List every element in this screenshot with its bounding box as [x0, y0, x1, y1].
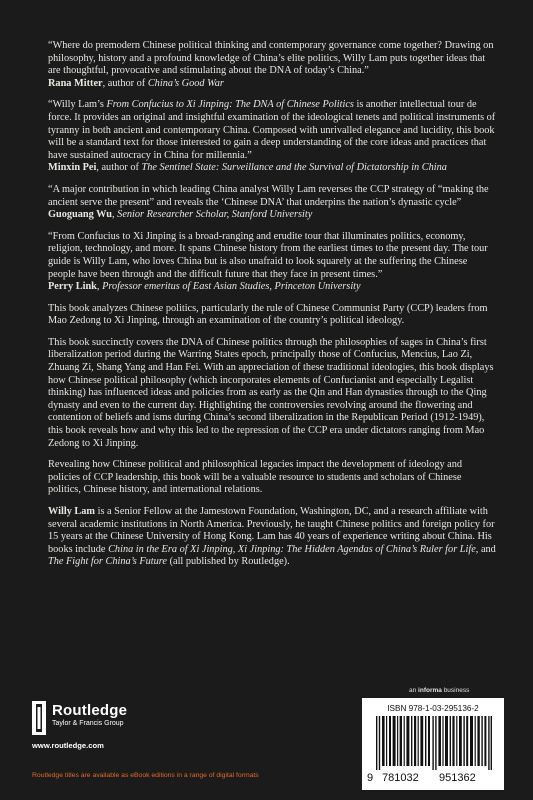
description-paragraph: This book succinctly covers the DNA of Chinese politics through the philosophies of sages in China’s first liberalization period during the Warring States epoch, principally those of Confucius, Mencius, Lao Zi, Zhuang Zi, Shang Yang and Han Fei. With an appreciation of these traditional ideologies, this book displays how Chinese political philosophy (which incorporates elements of Confucianist and especially Legalist thinking) has influenced ideas and policies from as early as the Qin and Han dynasties through to the Qing dynasty and even to the current day. Highlighting the controversies revolving around the flowering and contention of beliefs and isms during China’s second liberalization in the Republican Period (1912-1949), this book reveals how and why this led to the repression of the CCP era under dictators ranging from Mao Zedong to Xi Jinping. — [48, 336, 494, 449]
endorsement-attribution — [48, 209, 496, 222]
endorser-name: Rana Mitter — [48, 77, 103, 89]
publisher-website: www.routledge.com — [32, 741, 104, 750]
informa-brand: informa — [418, 687, 442, 694]
endorsement-text-rest: is another intellectual tour de force. It provides an original and insightful examination of the ideological tenets and political instruments of tyranny in both ancient and contemporary China. Composed with unrivalled elegance and lucidity, this book will be a standard text for those interested to gain a deep understanding of the core ideas and practices that have sustained autocracy in China for millennia.” — [48, 99, 496, 161]
author-bio — [48, 506, 496, 569]
endorser-role: China’s Good War — [147, 77, 224, 89]
attribution-connector: , — [112, 209, 118, 221]
ebook-note: Routledge titles are available as eBook editions in a range of digital formats — [32, 772, 259, 779]
endorser-name: Guoguang Wu — [48, 209, 113, 221]
book-title: China in the Era of Xi Jinping — [108, 543, 233, 555]
endorsement-text — [48, 99, 496, 162]
endorsement-text: “Where do premodern Chinese political thinking and contemporary governance come together? Drawing on philosophy, history and a profound knowledge of China’s elite politics, Willy Lam puts together ideas that are thoughtful, provocative and stimulating about the DNA of today’s China.” — [48, 40, 494, 77]
endorsement-attribution — [48, 78, 496, 91]
endorsement-text: “A major contribution in which leading China analyst Willy Lam reverses the CCP strategy of “making the ancient serve the present” and reveals the ‘Chinese DNA’ that underpins the nation’s dynastic cycle” — [48, 183, 489, 208]
author-bio-text: is a Senior Fellow at the Jamestown Foundation, Washington, DC, and a research affiliate with several academic institutions in North America. Previously, he taught Chinese politics and foreign policy for 15 years at the Chinese University of Hong Kong. Lam has 40 years of experience writing about China. His books include — [48, 506, 495, 555]
endorsement-text-start: “Willy Lam’s — [48, 99, 107, 111]
isbn-barcode — [362, 698, 504, 790]
attribution-connector: , author of — [102, 77, 148, 89]
isbn-label: ISBN 978-1-03-295136-2 — [387, 704, 479, 713]
author-name: Willy Lam — [48, 506, 96, 517]
endorsement-attribution — [48, 162, 496, 175]
description-paragraph: This book analyzes Chinese politics, particularly the rule of Chinese Communist Party (CCP) leaders from Mao Zedong to Xi Jinping, through an examination of the country’s political ideology. — [48, 302, 488, 327]
barcode-digits-right: 951362 — [439, 772, 476, 784]
book-title: From Confucius to Xi Jinping: The DNA of Chinese Politics — [106, 99, 354, 111]
endorsement-attribution — [48, 281, 496, 294]
attribution-connector: , author of — [96, 162, 142, 174]
list-separator: , — [232, 543, 238, 555]
back-cover-text — [48, 40, 496, 569]
endorser-role: Professor emeritus of East Asian Studies, Princeton University — [102, 281, 361, 293]
barcode-icon — [376, 716, 492, 770]
endorsement-wu — [48, 184, 496, 222]
endorser-name: Perry Link — [48, 281, 97, 293]
informa-suffix: business — [441, 687, 470, 694]
endorsement-link — [48, 231, 496, 294]
barcode-digits-left: 781032 — [382, 772, 419, 784]
endorser-name: Minxin Pei — [48, 162, 97, 174]
book-title: Xi Jinping: The Hidden Agendas of China’s Ruler for Life — [237, 543, 476, 555]
endorsement-text: “From Confucius to Xi Jinping is a broad-ranging and erudite tour that illuminates politics, economy, religion, technology, and more. It spans Chinese history from the earliest times to the present day. The tour guide is Willy Lam, who loves China but is also unafraid to look squarely at the suffering the Chinese people have been through and the difficult future that they face in present times.” — [48, 230, 488, 280]
informa-business-tag — [409, 687, 469, 694]
endorsement-mitter — [48, 40, 496, 90]
routledge-logo-icon — [32, 701, 46, 735]
informa-prefix: an — [409, 687, 419, 694]
endorsement-pei — [48, 99, 496, 175]
list-separator: , and — [475, 543, 496, 555]
publisher-name: Routledge — [52, 702, 128, 719]
author-bio-tail: (all published by Routledge). — [167, 556, 290, 568]
attribution-connector: , — [96, 281, 103, 293]
description-paragraph: Revealing how Chinese political and philosophical legacies impact the development of ideology and policies of CCP leadership, this book will be a valuable resource to students and scholars of Chinese politics, Chinese history, and international relations. — [48, 459, 463, 496]
publisher-group: Taylor & Francis Group — [52, 720, 124, 727]
endorser-role: The Sentinel State: Surveillance and the Survival of Dictatorship in China — [141, 162, 447, 174]
barcode-digit-lead: 9 — [367, 772, 374, 784]
book-title: The Fight for China’s Future — [48, 556, 167, 568]
endorser-role: Senior Researcher Scholar, Stanford University — [117, 209, 313, 221]
